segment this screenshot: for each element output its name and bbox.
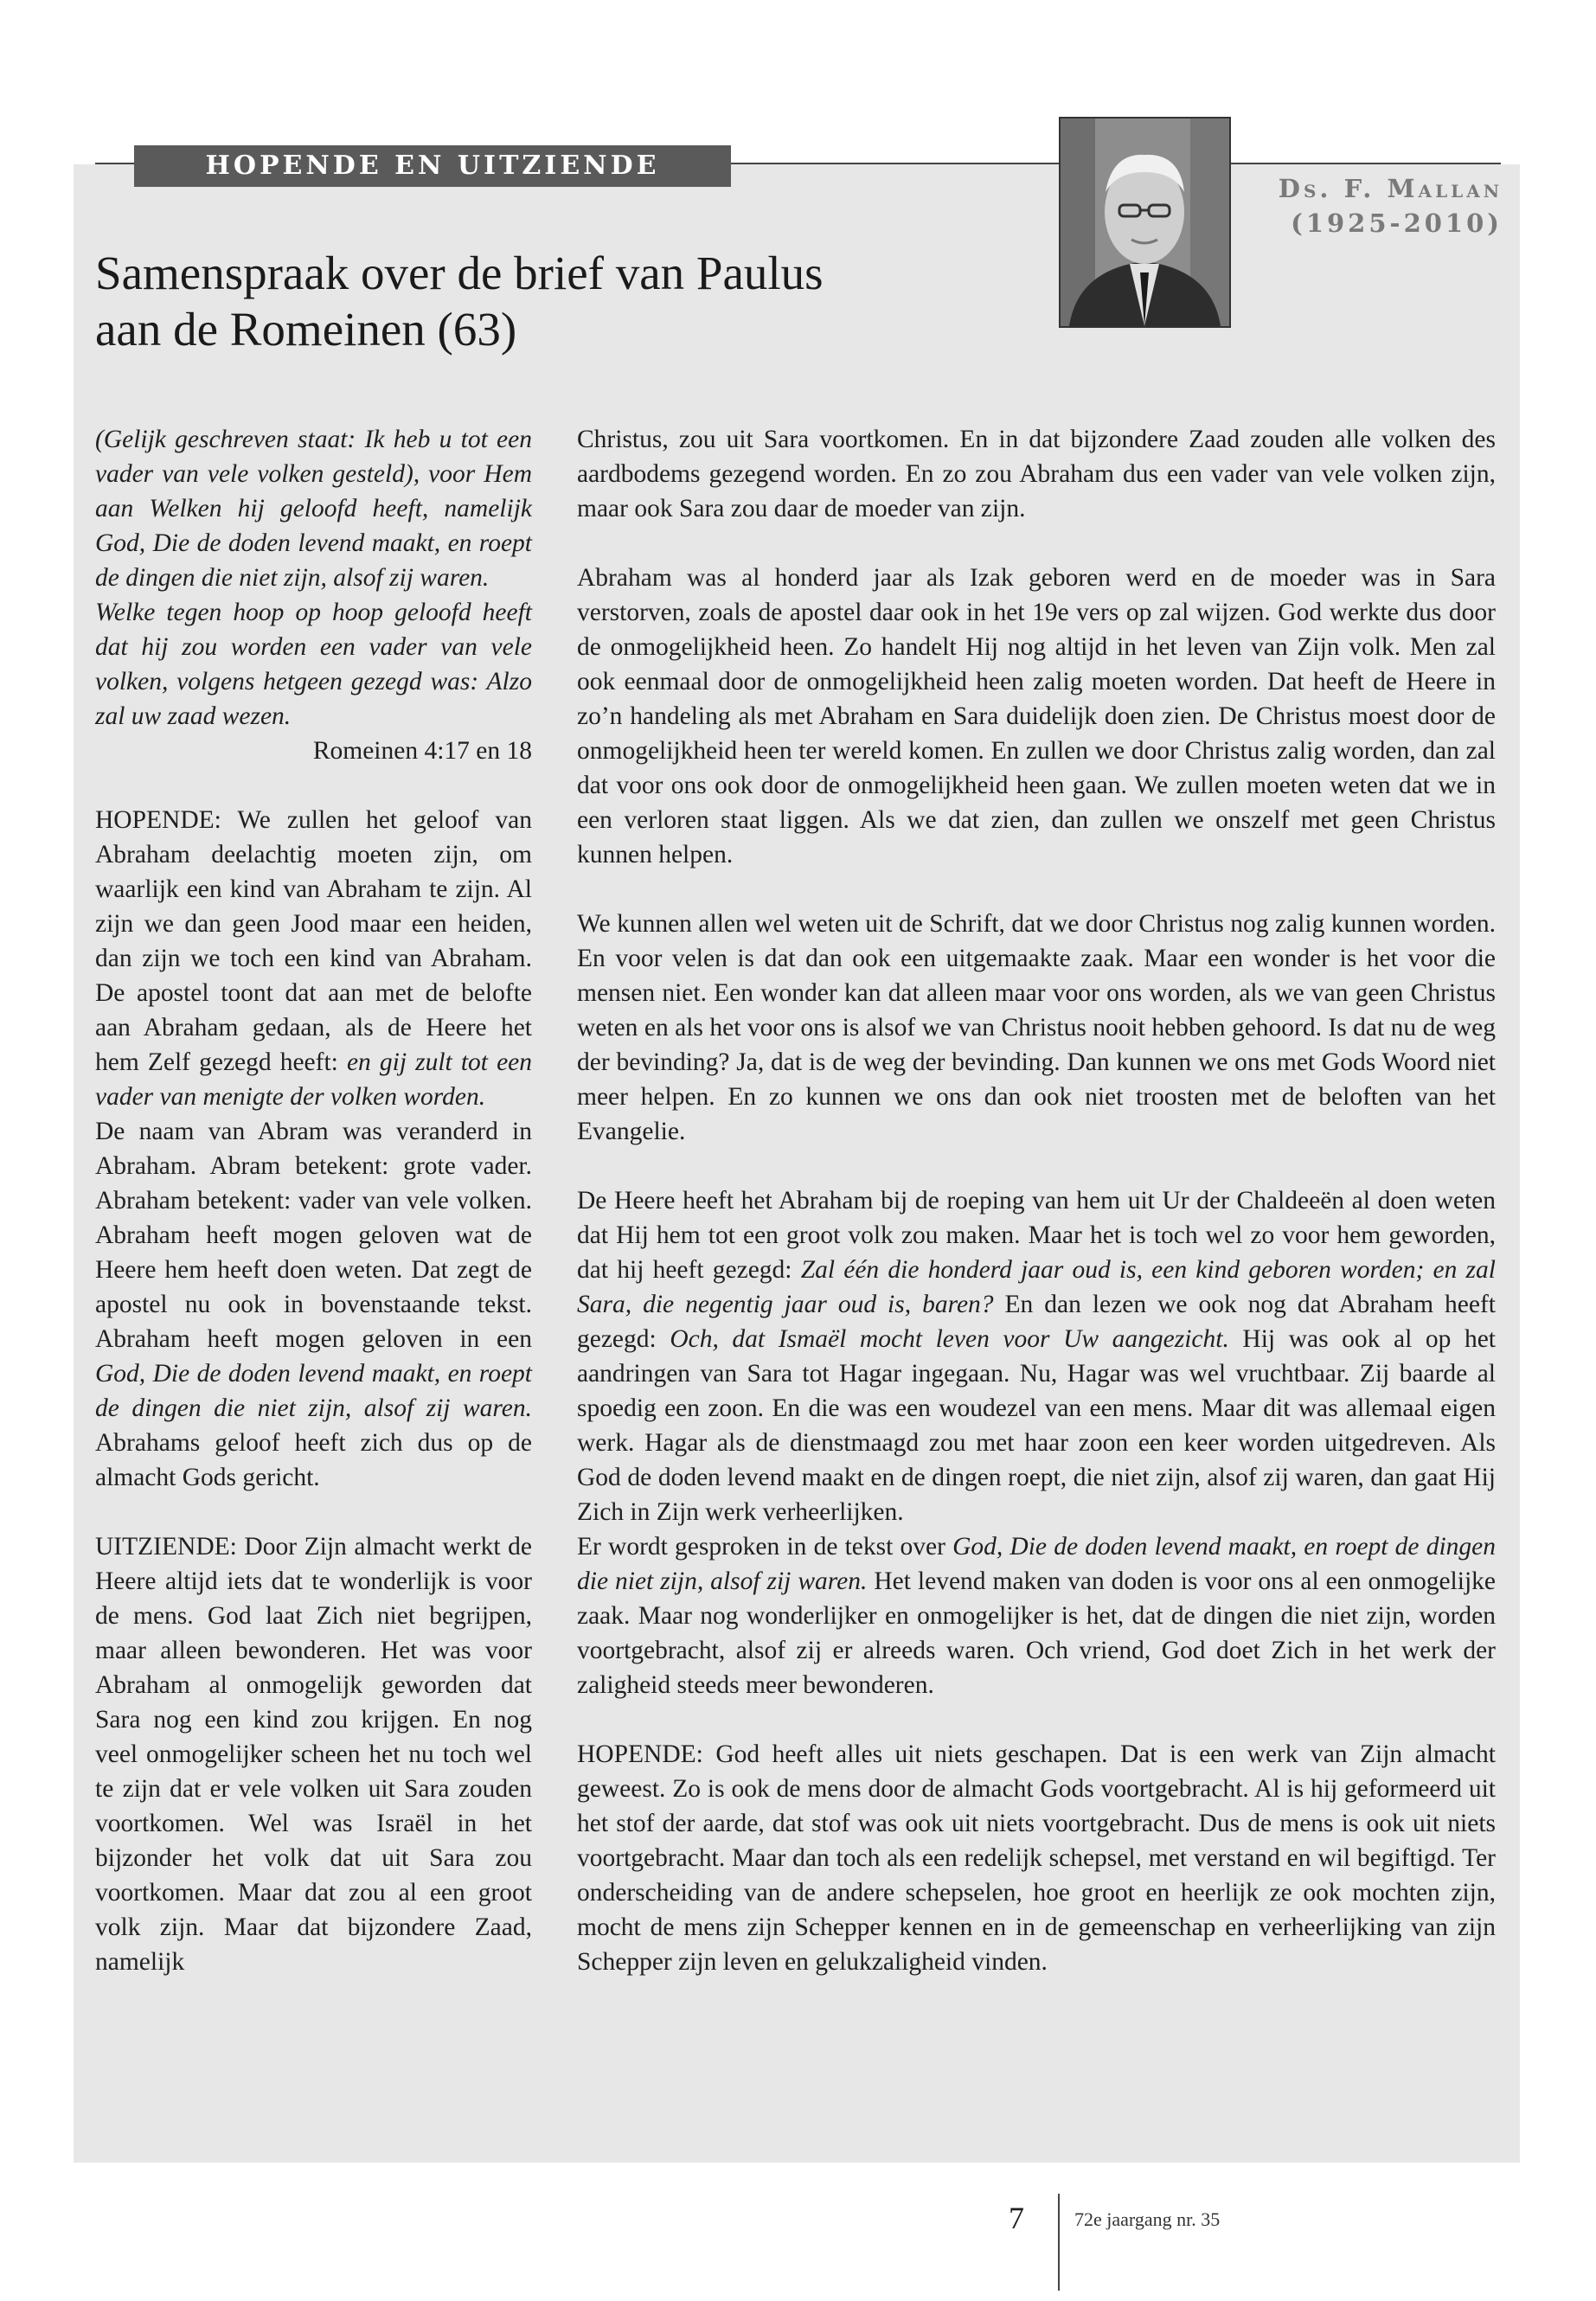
quote-part-2: Welke tegen hoop op hoop geloofd heeft dat hij zou worden een vader van vele volken, volgens hetgeen gezegd was: Alzo zal uw zaad wezen. — [95, 599, 532, 730]
portrait-illustration — [1061, 119, 1229, 326]
article-title — [95, 245, 1047, 357]
page-number: 7 — [1009, 2201, 1024, 2235]
italic-span: Zal één die honderd jaar oud is, een kind geboren worden; en zal Sara, die negentig jaar oud is, baren? — [577, 1256, 1496, 1318]
footer-divider — [1058, 2194, 1060, 2291]
paragraph — [95, 1114, 532, 1495]
author-byline — [1279, 171, 1503, 240]
title-line-2: aan de Romeinen (63) — [95, 303, 517, 356]
paragraph — [577, 1183, 1496, 1529]
italic-span: God, Die de doden levend maakt, en roept de dingen die niet zijn, alsof zij waren. — [577, 1533, 1496, 1595]
scripture-reference: Romeinen 4:17 en 18 — [312, 737, 532, 765]
issue-info: 72e jaargang nr. 35 — [1074, 2208, 1221, 2230]
right-column — [577, 422, 1496, 2014]
paragraph: HOPENDE: God heeft alles uit niets geschapen. Dat is een werk van Zijn almacht geweest. Zo is ook de mens door de almacht Gods voortgebracht. Al is hij geformeerd uit het stof der aarde, dat stof was ook uit niets voortgebracht. Dus de mens is ook uit niets voortgebracht. Maar dan toch als een redelijk schepsel, met verstand en wil begiftigd. Ter onderscheiding van de andere schepselen, hoe groot en heerlijk ze ook mochten zijn, mocht de mens zijn Schepper kennen en in de gemeenschap en verheerlijking van zijn Schepper zijn leven en gelukzaligheid vinden. — [577, 1740, 1496, 1976]
author-name: Ds. F. Mallan — [1278, 174, 1503, 203]
text-span: De naam van Abram was veranderd in Abraham. Abram betekent: grote vader. Abraham betekent: vader van vele volken. Abraham heeft mogen geloven wat de Heere hem heeft doen weten. Dat zegt de apostel nu ook in bovenstaande tekst. Abraham heeft mogen geloven in een — [95, 1118, 532, 1353]
author-photo — [1059, 117, 1231, 328]
text-span: Abrahams geloof heeft zich dus op de almacht Gods gericht. — [95, 1429, 532, 1491]
author-years: (1925-2010) — [1291, 208, 1503, 238]
italic-span: God, Die de doden levend maakt, en roept de dingen die niet zijn, alsof zij waren. — [95, 1360, 532, 1422]
text-span: Er wordt gesproken in de tekst over — [577, 1533, 953, 1561]
paragraph: Christus, zou uit Sara voortkomen. En in dat bijzondere Zaad zouden alle volken des aardbodems gezegend worden. En zo zou Abraham dus een vader van vele volken zijn, maar ook Sara zou daar de moeder van zijn. — [577, 426, 1496, 522]
paragraph: Abraham was al honderd jaar als Izak geboren werd en de moeder was in Sara verstorven, zoals de apostel daar ook in het 19e vers op zal wijzen. God werkte dus door de onmogelijkheid heen. Zo handelt Hij nog altijd in het leven van Zijn volk. Men zal ook eenmaal door de onmogelijkheid heen zalig moeten worden. Dat heeft de Heere in zo’n handeling als met Abraham en Sara duidelijk doen zien. De Christus moest door de onmogelijkheid heen ter wereld komen. En zullen we door Christus zalig worden, dan zal dat voor ons ook door de onmogelijkheid heen gaan. We zullen moeten weten dat we in een verloren staat liggen. Als we dat zien, dan zullen we onszelf met geen Christus kunnen helpen. — [577, 564, 1496, 868]
paragraph: UITZIENDE: Door Zijn almacht werkt de Heere altijd iets dat te wonderlijk is voor de mens. God laat Zich niet begrijpen, maar alleen bewonderen. Het was voor Abraham al onmogelijk geworden dat Sara nog een kind zou krijgen. En nog veel onmogelijker scheen het nu toch wel te zijn dat er vele volken uit Sara zouden voortkomen. Wel was Israël in het bijzonder het volk dat uit Sara zou voortkomen. Maar dat zou al een groot volk zijn. Maar dat bijzondere Zaad, namelijk — [95, 1533, 532, 1976]
text-span: En dan lezen we ook nog dat Abraham heeft gezegd: — [577, 1291, 1496, 1353]
italic-span: en gij zult tot een vader van menigte der volken worden. — [95, 1048, 533, 1111]
text-span: Het levend maken van doden is voor ons al een onmogelijke zaak. Maar nog wonderlijker en onmogelijker is het, dat de dingen die niet zijn, worden voortgebracht, alsof zij er alreeds waren. Och vriend, God doet Zich in het werk der zaligheid steeds meer bewonderen. — [577, 1567, 1496, 1699]
paragraph — [95, 803, 532, 1114]
italic-span: Och, dat Ismaël mocht leven voor Uw aangezicht. — [670, 1325, 1229, 1353]
left-column — [95, 422, 532, 2014]
quote-part-1: (Gelijk geschreven staat: Ik heb u tot een vader van vele volken gesteld), voor Hem aan Welken hij geloofd heeft, namelijk God, Die de doden levend maakt, en roept de dingen die niet zijn, alsof zij waren. — [95, 426, 532, 592]
category-label: HOPENDE EN UITZIENDE — [134, 145, 731, 187]
text-span: De Heere heeft het Abraham bij de roeping van hem uit Ur der Chaldeeën al doen weten dat Hij hem tot een groot volk zou maken. Maar het is toch wel zo voor hem geworden, dat hij heeft gezegd: — [577, 1187, 1496, 1284]
scripture-quote — [95, 422, 532, 768]
paragraph: We kunnen allen wel weten uit de Schrift, dat we door Christus nog zalig kunnen worden. En voor velen is dat dan ook een uitgemaakte zaak. Maar een wonder is het voor die mensen niet. Een wonder kan dat alleen maar voor ons worden, als we van geen Christus weten en als het voor ons is alsof we van Christus nooit hebben gehoord. Is dat nu de weg der bevinding? Ja, dat is de weg der bevinding. Dan kunnen we ons met Gods Woord niet meer helpen. En zo kunnen we ons dan ook niet troosten met de beloften van het Evangelie. — [577, 910, 1496, 1145]
text-span: HOPENDE: We zullen het geloof van Abraham deelachtig moeten zijn, om waarlijk een kind van Abraham te zijn. Al zijn we dan geen Jood maar een heiden, dan zijn we toch een kind van Abraham. De apostel toont dat aan met de belofte aan Abraham gedaan, als de Heere het hem Zelf gezegd heeft: — [95, 806, 532, 1076]
paragraph — [577, 1529, 1496, 1702]
title-line-1: Samenspraak over de brief van Paulus — [95, 247, 824, 299]
text-span: Hij was ook al op het aandringen van Sara tot Hagar ingegaan. Nu, Hagar was wel vruchtbaar. Zij baarde al spoedig een zoon. En die was een woudezel van een mens. Maar dit was allemaal eigen werk. Hagar als de dienstmaagd zou met haar zoon een keer worden uitgedreven. Als God de doden levend maakt en de dingen roept, die niet zijn, alsof zij waren, dan gaat Hij Zich in Zijn werk verheerlijken. — [577, 1325, 1496, 1526]
